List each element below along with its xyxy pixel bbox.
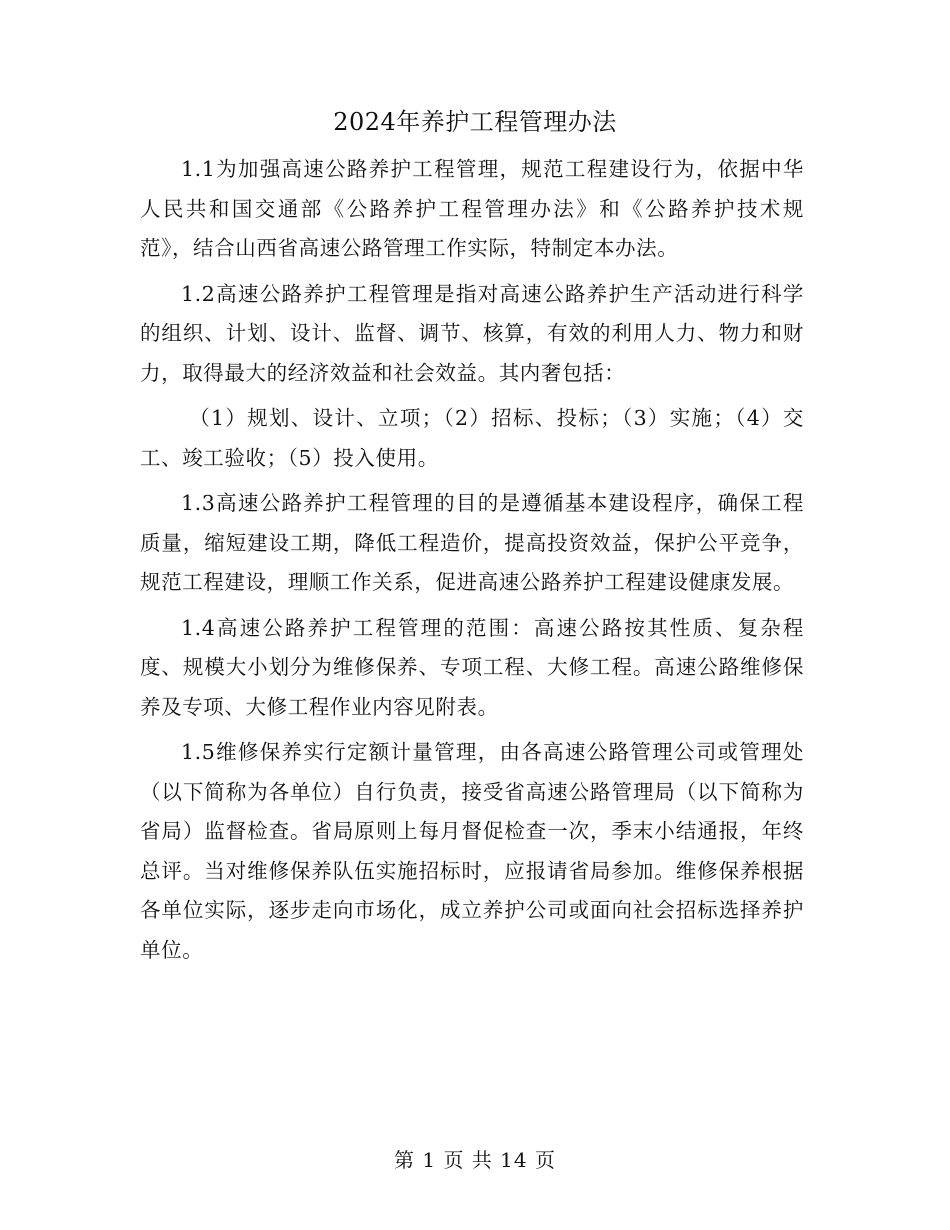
page-number-footer: 第 1 页 共 14 页 <box>394 1148 556 1172</box>
paragraph-1-5: 1.5维修保养实行定额计量管理，由各高速公路管理公司或管理处（以下简称为各单位）自行负责，接受省高速公路管理局（以下简称为省局）监督检查。省局原则上每月督促检查一次，季末小结通报，年终总评。当对维修保养队伍实施招标时，应报请省局参加。维修保养根据各单位实际，逐步走向市场化，成立养护公司或面向社会招标选择养护单位。 <box>140 740 804 962</box>
paragraph-1-2: 1.2高速公路养护工程管理是指对高速公路养护生产活动进行科学的组织、计划、设计、监督、调节、核算，有效的利用人力、物力和财力，取得最大的经济效益和社会效益。其内奢包括： <box>140 281 804 385</box>
document-title: 2024年养护工程管理办法 <box>333 108 617 136</box>
document-body <box>140 150 804 976</box>
paragraph-list-items: （1）规划、设计、立项；（2）招标、投标；（3）实施；（4）交工、竣工验收；（5）投入使用。 <box>140 406 804 470</box>
paragraph-1-3: 1.3高速公路养护工程管理的目的是遵循基本建设程序，确保工程质量，缩短建设工期，降低工程造价，提高投资效益，保护公平竞争，规范工程建设，理顺工作关系，促进高速公路养护工程建设健康发展。 <box>140 491 804 594</box>
paragraph-1-1: 1.1为加强高速公路养护工程管理，规范工程建设行为，依据中华人民共和国交通部《公路养护工程管理办法》和《公路养护技术规范》，结合山西省高速公路管理工作实际，特制定本办法。 <box>140 157 804 260</box>
paragraph-1-4: 1.4高速公路养护工程管理的范围：高速公路按其性质、复杂程度、规模大小划分为维修保养、专项工程、大修工程。高速公路维修保养及专项、大修工程作业内容见附表。 <box>140 615 804 719</box>
